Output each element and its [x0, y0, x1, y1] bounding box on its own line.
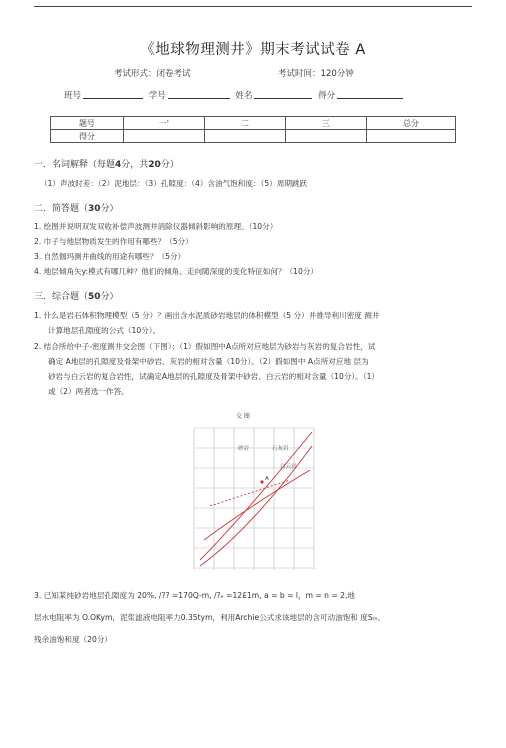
sec1-points-total: 20 — [148, 160, 161, 170]
table-cell[interactable] — [285, 130, 366, 143]
student-info-line — [64, 89, 406, 101]
sec1-tail: 分） — [160, 160, 179, 170]
lithology-curves — [200, 432, 312, 566]
sec3-head: 三．综合题（ — [34, 292, 89, 302]
sec3-q1-line-2: 计算地层孔隙度的公式（10分）。 — [48, 326, 161, 335]
sec1-points-each: 4 — [115, 160, 122, 170]
sec3-q3-line-3: 残余油饱和度（20分） — [34, 635, 113, 644]
name-field[interactable] — [254, 89, 312, 99]
table-cell[interactable] — [204, 130, 285, 143]
sec3-points: 50 — [88, 292, 101, 302]
sec3-tail: 分） — [100, 292, 119, 302]
exam-time: 考试时间：120分钟 — [278, 69, 354, 79]
table-cell: 得分 — [51, 130, 124, 143]
sec2-tail: 分） — [100, 204, 119, 214]
crossplot-grid — [194, 428, 314, 570]
sec2-item-3: 3. 自然伽玛测井曲线的用途有哪些？（5分） — [34, 252, 186, 261]
label-student-no: 学号 — [148, 91, 166, 101]
sec1-mid: 分，共 — [121, 160, 149, 170]
sec3-q3-line-1: 3. 已知某纯砂岩地层孔隙度为 20%, /?? =170Q-m, /?ₑ =12£1m, a = b = l，m = n = 2,地 — [34, 591, 356, 600]
score-table — [50, 116, 456, 143]
table-cell: 题号 — [51, 117, 124, 130]
label-class-no: 班号 — [64, 91, 82, 101]
table-cell: 二 — [204, 117, 285, 130]
table-cell: 三 — [285, 117, 366, 130]
table-row — [51, 117, 456, 130]
label-limestone: 石灰岩 — [272, 446, 289, 452]
page-title: 《地球物理测井》期末考试试卷 A — [140, 42, 366, 58]
table-cell[interactable] — [123, 130, 204, 143]
sec3-q2-line-3: 砂岩与白云岩的复合岩性，试确定A地层的孔隙度及骨架中砂岩、白云岩的相对含量（10分）。（1） — [48, 372, 380, 381]
table-cell: 总分 — [366, 117, 455, 130]
sec1-head: 一．名词解释（每题 — [34, 160, 116, 170]
sec2-points: 30 — [88, 204, 101, 214]
sec2-item-2: 2. 巾子与地层物质发生的作用有哪些？（5分） — [34, 237, 193, 246]
sec3-q3-line-2: 层水电阻率为 O.OKym，泥浆滤液电阻率力0.35tym，利用Archie公式求该地层的含可动油饱和 度Sₘ、 — [34, 613, 386, 622]
section-2-heading — [34, 201, 119, 214]
crossplot-svg — [180, 410, 326, 574]
sec3-q2-line-1: 2. 结合所给中子-密度测井交会图（下图）：（1）假如图中A点所对应地层为砂岩与灰岩的复合岩性，试 — [34, 342, 376, 351]
section-3-heading — [34, 289, 119, 302]
construction-line — [210, 480, 290, 506]
label-dolomite: 白云岩 — [280, 464, 297, 470]
table-cell: 一' — [123, 117, 204, 130]
sec3-q1-line-1: 1. 什么是岩石体积物理模型（5 分）？画出含水泥质砂岩地层的体积模型（5 分）并推导利川密度 测井 — [34, 311, 380, 320]
table-cell[interactable] — [366, 130, 455, 143]
label-sandstone: 砂岩 — [238, 446, 250, 452]
point-a — [260, 480, 263, 483]
sec2-item-1: 1. 绘图并说明双发双收补偿声波测井消除仪器倾斜影响的原理。（10分） — [34, 222, 278, 231]
label-point-a: A — [265, 476, 269, 482]
label-score: 得分 — [318, 91, 336, 101]
label-name: 姓名 — [235, 91, 253, 101]
section-1-heading — [34, 157, 179, 170]
class-no-field[interactable] — [83, 89, 143, 99]
neutron-density-crossplot — [180, 410, 326, 574]
sec2-item-4: 4. 地层倾角矢y:模式有哪几种？他们的倾角、走向随深度的变化特征如何？（10分） — [34, 267, 319, 276]
student-no-field[interactable] — [168, 89, 230, 99]
sandstone-curve — [200, 432, 312, 560]
exam-form: 考试形式：闭卷考试 — [114, 69, 191, 79]
score-field[interactable] — [337, 89, 403, 99]
crossplot-caption: 交 图 — [236, 413, 250, 420]
top-rule — [34, 6, 472, 7]
sec3-q2-line-4: 或（2）两者选一作答。 — [48, 387, 129, 396]
sec3-q2-line-2: 确定 A地层的孔隙度及骨架中砂岩、灰岩的相对含量（10分）。（2）假如图中 A点所对应地 层为 — [48, 357, 369, 366]
sec1-items: （1）声波时差：（2）泥地层：（3）孔隙度：（4）含油气饱和度：（5）周期跳跃 — [40, 179, 308, 188]
table-row — [51, 130, 456, 143]
sec2-head: 二．简答题（ — [34, 204, 89, 214]
